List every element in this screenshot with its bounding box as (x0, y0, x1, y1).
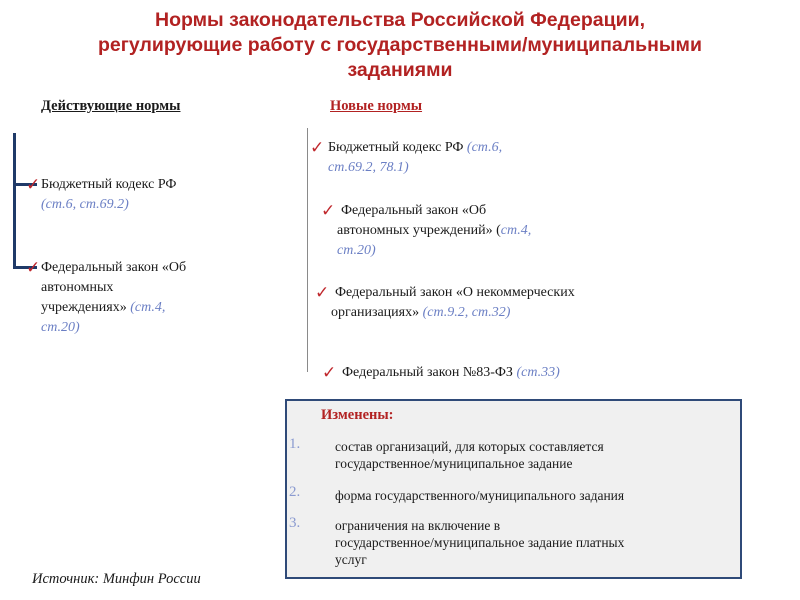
title-line-2: регулирующие работу с государственными/муниципальными (98, 34, 702, 56)
change-1-line2: государственное/муниципальное задание (335, 456, 573, 471)
change-1-number: 1. (289, 436, 301, 452)
current-norm-1-text: Бюджетный кодекс РФ (41, 177, 177, 192)
new-norm-item-4 (342, 363, 662, 383)
new-norms-connector (307, 128, 308, 372)
new-norm-3-line2: организациях» (331, 305, 420, 320)
new-norm-1-ref1: (ст.6, (466, 140, 503, 155)
check-icon: ✓ (321, 201, 336, 221)
current-norm-1-ref: (ст.6, ст.69.2) (41, 197, 129, 212)
check-icon: ✓ (26, 175, 41, 195)
current-norms-heading: Действующие нормы (41, 98, 181, 114)
check-icon: ✓ (26, 258, 41, 278)
new-norm-2-line1: Федеральный закон «Об (341, 203, 487, 218)
new-norm-2-ref2: ст.20) (337, 243, 376, 258)
change-2-line1: форма государственного/муниципального задания (335, 488, 625, 503)
change-3-number: 3. (289, 515, 301, 531)
new-norm-3-ref: (ст.9.2, ст.32) (422, 305, 511, 320)
new-norm-item-3 (331, 283, 655, 323)
new-norm-3-line1: Федеральный закон «О некоммерческих (335, 285, 575, 300)
check-icon: ✓ (310, 138, 325, 158)
change-3-line2: государственное/муниципальное задание платных (335, 535, 625, 550)
changes-box-title: Изменены: (321, 407, 394, 423)
new-norm-4-text: Федеральный закон №83-ФЗ (342, 365, 513, 380)
change-3-line1: ограничения на включение в (335, 518, 501, 533)
change-2-number: 2. (289, 484, 301, 500)
new-norm-1-ref2: ст.69.2, 78.1) (328, 160, 409, 175)
current-norm-item-1 (41, 175, 241, 215)
new-norm-4-ref: (ст.33) (516, 365, 560, 380)
title-line-1: Нормы законодательства Российской Федерации, (154, 9, 645, 31)
current-norm-2-ref2: ст.20) (41, 320, 80, 335)
new-norm-1-text: Бюджетный кодекс РФ (328, 140, 464, 155)
new-norm-item-1 (328, 138, 588, 178)
changes-box (285, 399, 742, 579)
current-norms-connector (13, 133, 16, 269)
change-item-3 (335, 517, 725, 568)
new-norm-item-2 (337, 201, 621, 261)
change-3-line3: услуг (335, 552, 367, 567)
current-norm-2-line3: учреждениях» (41, 300, 127, 315)
change-item-2 (335, 487, 725, 504)
source-caption: Источник: Минфин России (32, 571, 201, 587)
check-icon: ✓ (315, 283, 330, 303)
current-norm-2-line2: автономных (41, 280, 114, 295)
new-norm-2-line2: автономных учреждений» ( (337, 223, 501, 238)
check-icon: ✓ (322, 363, 337, 383)
new-norm-2-ref1: ст.4, (500, 223, 532, 238)
current-norm-item-2 (41, 258, 261, 338)
current-norm-2-line1: Федеральный закон «Об (41, 260, 187, 275)
new-norms-heading: Новые нормы (330, 98, 423, 114)
change-1-line1: состав организаций, для которых составляется (335, 439, 604, 454)
change-item-1 (335, 438, 725, 472)
title-line-3: заданиями (347, 59, 453, 81)
page-title (0, 8, 800, 83)
current-norm-2-ref1: (ст.4, (130, 300, 166, 315)
